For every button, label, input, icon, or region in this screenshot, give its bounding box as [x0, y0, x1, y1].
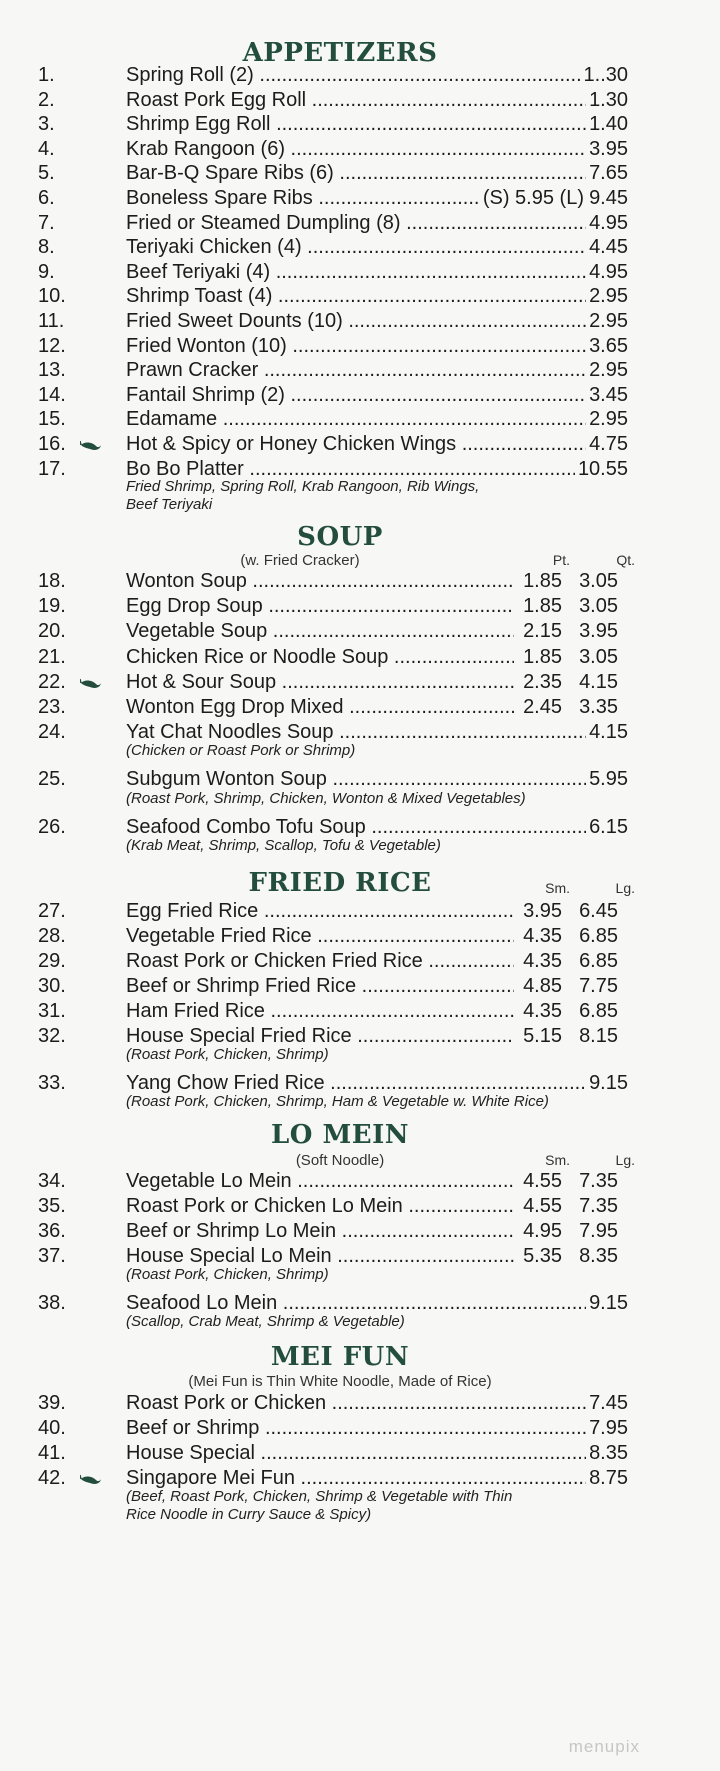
fried-rice-heading: FRIED RICE	[248, 868, 432, 898]
item-number: 34.	[38, 1170, 66, 1192]
item-name	[126, 111, 626, 137]
price-large: 7.75	[576, 973, 618, 999]
item-number: 18.	[38, 570, 66, 592]
item-name-text: Fantail Shrimp (2)	[126, 383, 285, 406]
price-large: 6.85	[576, 948, 618, 974]
item-description: Fried Shrimp, Spring Roll, Krab Rangoon, Rib Wings,	[126, 478, 480, 496]
item-name-text: House Special Lo Mein	[126, 1245, 332, 1267]
menu-item	[0, 644, 720, 670]
item-name	[126, 568, 514, 594]
item-number: 32.	[38, 1025, 66, 1047]
item-name	[126, 160, 626, 186]
item-name-text: Seafood Combo Tofu Soup	[126, 815, 366, 838]
item-number: 36.	[38, 1220, 66, 1242]
watermark: menupix	[568, 1737, 640, 1756]
item-number: 14.	[38, 383, 66, 406]
item-name-text: Boneless Spare Ribs	[126, 187, 313, 209]
size-header-small: Sm.	[545, 1152, 570, 1168]
menu-item	[0, 1168, 720, 1194]
price-small: 4.85	[520, 973, 562, 999]
menu-item	[0, 719, 720, 745]
hot-pepper-icon	[80, 434, 102, 454]
item-number: 12.	[38, 334, 66, 357]
item-name-text: Seafood Lo Mein	[126, 1292, 278, 1314]
item-number: 1.	[38, 64, 55, 86]
price-large: 3.05	[576, 568, 618, 594]
menu-item	[0, 669, 720, 695]
item-name	[126, 308, 626, 334]
item-number: 41.	[38, 1442, 66, 1464]
item-number: 25.	[38, 768, 66, 791]
item-number: 8.	[38, 236, 55, 259]
item-number: 27.	[38, 900, 66, 922]
item-number: 42.	[38, 1467, 66, 1489]
item-name-text: Hot & Sour Soup	[126, 670, 277, 693]
price-large: 7.35	[576, 1193, 618, 1219]
item-name	[126, 283, 626, 309]
price-small: 4.35	[520, 948, 562, 974]
item-price: 3.65	[586, 333, 628, 359]
item-name-text: Bar-B-Q Spare Ribs (6)	[126, 162, 334, 185]
item-name-text: Beef or Shrimp Lo Mein	[126, 1220, 337, 1242]
item-name	[126, 406, 626, 432]
item-number: 19.	[38, 595, 66, 618]
item-name	[126, 1218, 514, 1244]
item-name	[126, 357, 626, 383]
menu-item	[0, 136, 720, 162]
menu-item	[0, 1390, 720, 1416]
item-name-text: Egg Drop Soup	[126, 595, 263, 618]
mei-fun-heading: MEI FUN	[270, 1342, 410, 1372]
item-price: 2.95	[586, 406, 628, 432]
item-name	[126, 898, 514, 924]
price-large: 6.85	[576, 998, 618, 1024]
price-small: 1.85	[520, 568, 562, 594]
item-price: 1..30	[581, 62, 628, 88]
item-name	[126, 1390, 626, 1416]
price-large: 3.35	[576, 694, 618, 720]
item-price: 8.35	[586, 1440, 628, 1466]
item-price: 4.95	[586, 259, 628, 285]
menu-item	[0, 259, 720, 285]
item-number: 11.	[38, 310, 65, 332]
menu-item	[0, 973, 720, 999]
item-description: (Roast Pork, Chicken, Shrimp)	[126, 1266, 329, 1283]
price-small: 5.35	[520, 1243, 562, 1269]
hot-pepper-icon	[80, 672, 102, 692]
item-price: 6.15	[586, 814, 628, 840]
soup-subtitle: (w. Fried Cracker)	[240, 552, 360, 569]
item-number: 37.	[38, 1245, 66, 1267]
item-description: (Roast Pork, Chicken, Shrimp)	[126, 1046, 329, 1063]
item-name	[126, 998, 514, 1024]
item-number: 33.	[38, 1072, 66, 1094]
item-name-text: Chicken Rice or Noodle Soup	[126, 645, 389, 668]
price-small: 4.35	[520, 923, 562, 949]
item-name	[126, 593, 514, 619]
item-name	[126, 644, 514, 670]
item-number: 6.	[38, 187, 55, 209]
menu-item	[0, 618, 720, 644]
item-name-text: Yang Chow Fried Rice	[126, 1072, 325, 1094]
item-name-text: Beef Teriyaki (4)	[126, 260, 271, 283]
menu-item	[0, 357, 720, 383]
item-price: 3.95	[586, 136, 628, 162]
item-name-text: Roast Pork or Chicken Lo Mein	[126, 1195, 403, 1217]
item-price: 7.95	[586, 1415, 628, 1441]
lo-mein-heading: LO MEIN	[270, 1120, 409, 1150]
item-name	[126, 923, 514, 949]
item-name	[126, 618, 514, 644]
price-large: 3.95	[576, 618, 618, 644]
item-name	[126, 1415, 626, 1441]
menu-item	[0, 923, 720, 949]
item-number: 29.	[38, 950, 66, 972]
item-name	[126, 87, 626, 113]
item-name	[126, 948, 514, 974]
item-number: 22.	[38, 670, 66, 693]
menu-item	[0, 948, 720, 974]
item-name-text: Vegetable Soup	[126, 620, 268, 643]
item-name-text: Shrimp Toast (4)	[126, 285, 273, 308]
item-name-text: Beef or Shrimp Fried Rice	[126, 975, 357, 997]
menu-item	[0, 568, 720, 594]
item-name-text: Vegetable Fried Rice	[126, 925, 312, 947]
menu-item	[0, 1440, 720, 1466]
size-header-large: Lg.	[615, 1152, 635, 1168]
size-header-large: Qt.	[616, 552, 635, 568]
price-small: 3.95	[520, 898, 562, 924]
price-small: 4.55	[520, 1168, 562, 1194]
price-large: 3.05	[576, 644, 618, 670]
item-price: 2.95	[586, 308, 628, 334]
item-price: 8.75	[586, 1465, 628, 1491]
menu-item	[0, 111, 720, 137]
item-name	[126, 210, 626, 236]
price-large: 8.35	[576, 1243, 618, 1269]
menu-item	[0, 1193, 720, 1219]
item-name-text: Roast Pork or Chicken Fried Rice	[126, 950, 423, 972]
item-price: 9.15	[586, 1070, 628, 1096]
price-large: 6.85	[576, 923, 618, 949]
price-small: 4.35	[520, 998, 562, 1024]
price-small: 4.55	[520, 1193, 562, 1219]
lo-mein-subtitle: (Soft Noodle)	[295, 1152, 385, 1169]
item-description-cont: Beef Teriyaki	[126, 496, 213, 514]
menu-item	[0, 593, 720, 619]
item-number: 38.	[38, 1292, 66, 1314]
item-name-text: Egg Fried Rice	[126, 900, 259, 922]
menu-item	[0, 431, 720, 457]
menu-item	[0, 185, 720, 211]
item-name-text: Beef or Shrimp	[126, 1417, 260, 1439]
item-price: 4.95	[586, 210, 628, 236]
item-number: 20.	[38, 620, 66, 643]
item-name-text: Prawn Cracker	[126, 359, 259, 382]
item-name-text: Bo Bo Platter	[126, 457, 244, 480]
menu-item	[0, 87, 720, 113]
item-price: 9.15	[586, 1290, 628, 1316]
item-number: 17.	[38, 457, 66, 480]
menu-item	[0, 333, 720, 359]
item-price: 10.55	[575, 456, 628, 482]
price-large: 4.15	[576, 669, 618, 695]
item-name-text: Shrimp Egg Roll	[126, 113, 271, 136]
price-large: 6.45	[576, 898, 618, 924]
item-name-text: Wonton Egg Drop Mixed	[126, 696, 344, 718]
menu-item	[0, 998, 720, 1024]
item-price: 7.45	[586, 1390, 628, 1416]
item-name-text: Spring Roll (2)	[126, 64, 254, 86]
appetizers-heading: APPETIZERS	[242, 38, 438, 68]
item-name-text: Subgum Wonton Soup	[126, 768, 327, 791]
item-number: 4.	[38, 137, 55, 160]
item-number: 16.	[38, 433, 66, 455]
menu-item	[0, 406, 720, 432]
price-small: 2.35	[520, 669, 562, 695]
item-number: 39.	[38, 1392, 66, 1414]
menu-item	[0, 308, 720, 334]
menu-item	[0, 382, 720, 408]
item-description: (Beef, Roast Pork, Chicken, Shrimp & Vegetable with Thin	[126, 1488, 513, 1505]
item-name	[126, 259, 626, 285]
item-number: 5.	[38, 162, 55, 185]
item-name	[126, 62, 626, 88]
item-name-text: House Special	[126, 1442, 255, 1464]
item-number: 21.	[38, 645, 66, 668]
item-name-text: Vegetable Lo Mein	[126, 1170, 292, 1192]
item-name-text: Fried Wonton (10)	[126, 334, 287, 357]
item-name	[126, 1440, 626, 1466]
menu-item	[0, 694, 720, 720]
menu-item	[0, 283, 720, 309]
item-price: 2.95	[586, 283, 628, 309]
item-number: 13.	[38, 359, 66, 382]
item-price: 1.30	[586, 87, 628, 113]
price-large: 8.15	[576, 1023, 618, 1049]
price-small: 2.15	[520, 618, 562, 644]
item-description: (Roast Pork, Chicken, Shrimp, Ham & Vegetable w. White Rice)	[126, 1093, 549, 1110]
item-name-text: Fried or Steamed Dumpling (8)	[126, 211, 401, 234]
item-name-text: Edamame	[126, 408, 218, 431]
menu-item	[0, 210, 720, 236]
item-name-text: Fried Sweet Dounts (10)	[126, 310, 343, 332]
item-price: 4.15	[586, 719, 628, 745]
item-name	[126, 382, 626, 408]
item-description: (Krab Meat, Shrimp, Scallop, Tofu & Vegetable)	[126, 836, 441, 854]
item-description: (Chicken or Roast Pork or Shrimp)	[126, 742, 356, 760]
item-name	[126, 669, 514, 695]
menu-item	[0, 898, 720, 924]
menu-item	[0, 62, 720, 88]
menu-item	[0, 1218, 720, 1244]
price-small: 2.45	[520, 694, 562, 720]
menu-item	[0, 234, 720, 260]
item-description-cont: Rice Noodle in Curry Sauce & Spicy)	[126, 1506, 372, 1523]
soup-heading: SOUP	[297, 522, 383, 552]
item-number: 23.	[38, 696, 66, 718]
menu-item	[0, 1023, 720, 1049]
item-name-text: Singapore Mei Fun	[126, 1467, 295, 1489]
item-name-text: Krab Rangoon (6)	[126, 137, 285, 160]
item-name-text: Wonton Soup	[126, 570, 247, 592]
item-price: 1.40	[586, 111, 628, 137]
item-name-text: Hot & Spicy or Honey Chicken Wings	[126, 433, 457, 455]
item-name	[126, 136, 626, 162]
mei-fun-subtitle: (Mei Fun is Thin White Noodle, Made of Rice)	[188, 1373, 492, 1390]
item-number: 10.	[38, 285, 66, 308]
item-name-text: Roast Pork or Chicken	[126, 1392, 327, 1414]
menu-item	[0, 1243, 720, 1269]
price-large: 7.95	[576, 1218, 618, 1244]
size-header-small: Pt.	[552, 552, 570, 568]
item-number: 2.	[38, 88, 55, 111]
item-price: 4.75	[586, 431, 628, 457]
size-header-large: Lg.	[615, 880, 635, 896]
item-name-text: House Special Fried Rice	[126, 1025, 352, 1047]
price-small: 1.85	[520, 644, 562, 670]
item-number: 7.	[38, 211, 55, 234]
item-number: 30.	[38, 975, 66, 997]
item-name	[126, 973, 514, 999]
price-small: 4.95	[520, 1218, 562, 1244]
item-name	[126, 694, 514, 720]
item-number: 15.	[38, 408, 66, 431]
item-name-text: Yat Chat Noodles Soup	[126, 721, 334, 744]
item-number: 26.	[38, 815, 66, 838]
item-price: 7.65	[586, 160, 628, 186]
item-number: 24.	[38, 721, 66, 744]
item-price: 2.95	[586, 357, 628, 383]
item-description: (Scallop, Crab Meat, Shrimp & Vegetable)	[126, 1313, 405, 1330]
item-number: 9.	[38, 260, 55, 283]
item-name	[126, 333, 626, 359]
item-number: 35.	[38, 1195, 66, 1217]
size-header-small: Sm.	[545, 880, 570, 896]
price-small: 5.15	[520, 1023, 562, 1049]
item-name-text: Ham Fried Rice	[126, 1000, 265, 1022]
item-name	[126, 1193, 514, 1219]
price-large: 3.05	[576, 593, 618, 619]
menu-item	[0, 1415, 720, 1441]
item-name	[126, 234, 626, 260]
size-price-prefix: (S) 5.95 (L)	[482, 187, 584, 209]
item-number: 40.	[38, 1417, 66, 1439]
item-price: 9.45	[586, 185, 628, 211]
item-price: 3.45	[586, 382, 628, 408]
price-small: 1.85	[520, 593, 562, 619]
item-price: 5.95	[586, 766, 628, 792]
item-number: 28.	[38, 925, 66, 947]
item-name-text: Roast Pork Egg Roll	[126, 88, 307, 111]
item-name	[126, 431, 626, 457]
item-number: 31.	[38, 1000, 66, 1022]
item-price: 4.45	[586, 234, 628, 260]
item-name	[126, 1168, 514, 1194]
item-description: (Roast Pork, Shrimp, Chicken, Wonton & Mixed Vegetables)	[126, 789, 526, 807]
item-name-text: Teriyaki Chicken (4)	[126, 236, 302, 259]
item-number: 3.	[38, 113, 55, 136]
price-large: 7.35	[576, 1168, 618, 1194]
hot-pepper-icon	[80, 1468, 102, 1488]
menu-item	[0, 160, 720, 186]
